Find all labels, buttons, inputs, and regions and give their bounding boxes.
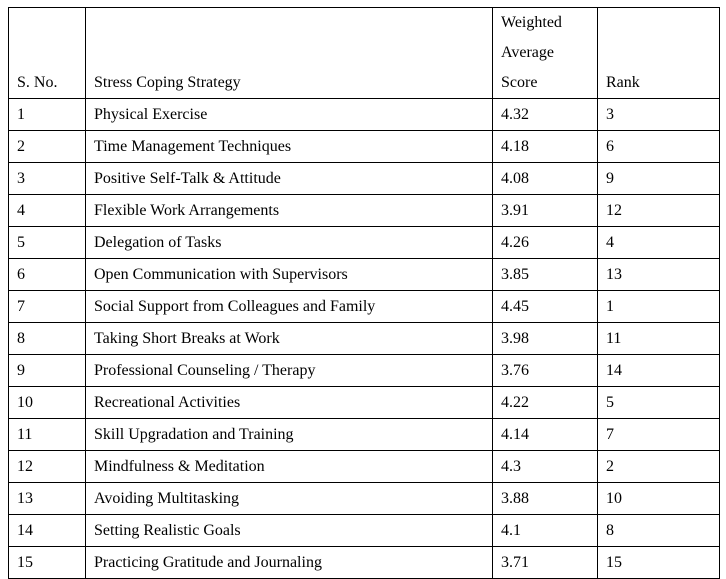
cell-score: 3.76 xyxy=(493,355,598,387)
table-row xyxy=(9,419,720,451)
header-row xyxy=(9,8,720,99)
cell-strategy: Skill Upgradation and Training xyxy=(86,419,493,451)
cell-strategy: Mindfulness & Meditation xyxy=(86,451,493,483)
cell-sno: 9 xyxy=(9,355,86,387)
header-score-line-1: Weighted xyxy=(501,14,562,31)
cell-sno: 4 xyxy=(9,195,86,227)
cell-sno: 2 xyxy=(9,131,86,163)
cell-strategy: Practicing Gratitude and Journaling xyxy=(86,547,493,579)
cell-strategy: Time Management Techniques xyxy=(86,131,493,163)
table-row xyxy=(9,227,720,259)
cell-score: 4.18 xyxy=(493,131,598,163)
table-row xyxy=(9,259,720,291)
cell-sno: 14 xyxy=(9,515,86,547)
cell-score: 3.98 xyxy=(493,323,598,355)
cell-strategy: Professional Counseling / Therapy xyxy=(86,355,493,387)
cell-rank: 4 xyxy=(598,227,720,259)
header-strategy: Stress Coping Strategy xyxy=(86,8,493,99)
coping-strategy-table xyxy=(8,7,720,579)
header-score-line-3: Score xyxy=(501,74,538,91)
table-row xyxy=(9,483,720,515)
cell-sno: 15 xyxy=(9,547,86,579)
cell-sno: 12 xyxy=(9,451,86,483)
cell-sno: 1 xyxy=(9,99,86,131)
cell-score: 4.32 xyxy=(493,99,598,131)
cell-strategy: Physical Exercise xyxy=(86,99,493,131)
cell-rank: 12 xyxy=(598,195,720,227)
table-body xyxy=(9,99,720,579)
table-header xyxy=(9,8,720,99)
cell-rank: 11 xyxy=(598,323,720,355)
cell-rank: 7 xyxy=(598,419,720,451)
cell-rank: 6 xyxy=(598,131,720,163)
cell-sno: 13 xyxy=(9,483,86,515)
table-row xyxy=(9,195,720,227)
cell-strategy: Setting Realistic Goals xyxy=(86,515,493,547)
table-row xyxy=(9,323,720,355)
cell-strategy: Delegation of Tasks xyxy=(86,227,493,259)
cell-strategy: Recreational Activities xyxy=(86,387,493,419)
header-rank: Rank xyxy=(598,8,720,99)
cell-strategy: Flexible Work Arrangements xyxy=(86,195,493,227)
cell-sno: 11 xyxy=(9,419,86,451)
table-row xyxy=(9,291,720,323)
cell-sno: 7 xyxy=(9,291,86,323)
header-weighted-average-score xyxy=(493,8,598,99)
cell-rank: 10 xyxy=(598,483,720,515)
cell-score: 4.08 xyxy=(493,163,598,195)
cell-rank: 3 xyxy=(598,99,720,131)
cell-strategy: Open Communication with Supervisors xyxy=(86,259,493,291)
cell-sno: 5 xyxy=(9,227,86,259)
header-sno: S. No. xyxy=(9,8,86,99)
cell-strategy: Avoiding Multitasking xyxy=(86,483,493,515)
table-row xyxy=(9,131,720,163)
cell-sno: 3 xyxy=(9,163,86,195)
cell-score: 3.88 xyxy=(493,483,598,515)
cell-rank: 8 xyxy=(598,515,720,547)
cell-score: 4.26 xyxy=(493,227,598,259)
cell-rank: 2 xyxy=(598,451,720,483)
table-row xyxy=(9,547,720,579)
cell-score: 3.85 xyxy=(493,259,598,291)
table-row xyxy=(9,451,720,483)
cell-strategy: Social Support from Colleagues and Family xyxy=(86,291,493,323)
cell-score: 3.91 xyxy=(493,195,598,227)
cell-score: 4.3 xyxy=(493,451,598,483)
cell-score: 4.22 xyxy=(493,387,598,419)
cell-sno: 8 xyxy=(9,323,86,355)
cell-sno: 6 xyxy=(9,259,86,291)
cell-strategy: Taking Short Breaks at Work xyxy=(86,323,493,355)
cell-rank: 13 xyxy=(598,259,720,291)
cell-rank: 9 xyxy=(598,163,720,195)
table-row xyxy=(9,515,720,547)
cell-sno: 10 xyxy=(9,387,86,419)
table-row xyxy=(9,355,720,387)
cell-rank: 14 xyxy=(598,355,720,387)
cell-strategy: Positive Self-Talk & Attitude xyxy=(86,163,493,195)
cell-score: 4.14 xyxy=(493,419,598,451)
cell-rank: 5 xyxy=(598,387,720,419)
cell-score: 3.71 xyxy=(493,547,598,579)
cell-rank: 15 xyxy=(598,547,720,579)
cell-score: 4.45 xyxy=(493,291,598,323)
table-row xyxy=(9,163,720,195)
header-score-line-2: Average xyxy=(501,44,554,61)
cell-rank: 1 xyxy=(598,291,720,323)
table-row xyxy=(9,387,720,419)
table-row xyxy=(9,99,720,131)
cell-score: 4.1 xyxy=(493,515,598,547)
